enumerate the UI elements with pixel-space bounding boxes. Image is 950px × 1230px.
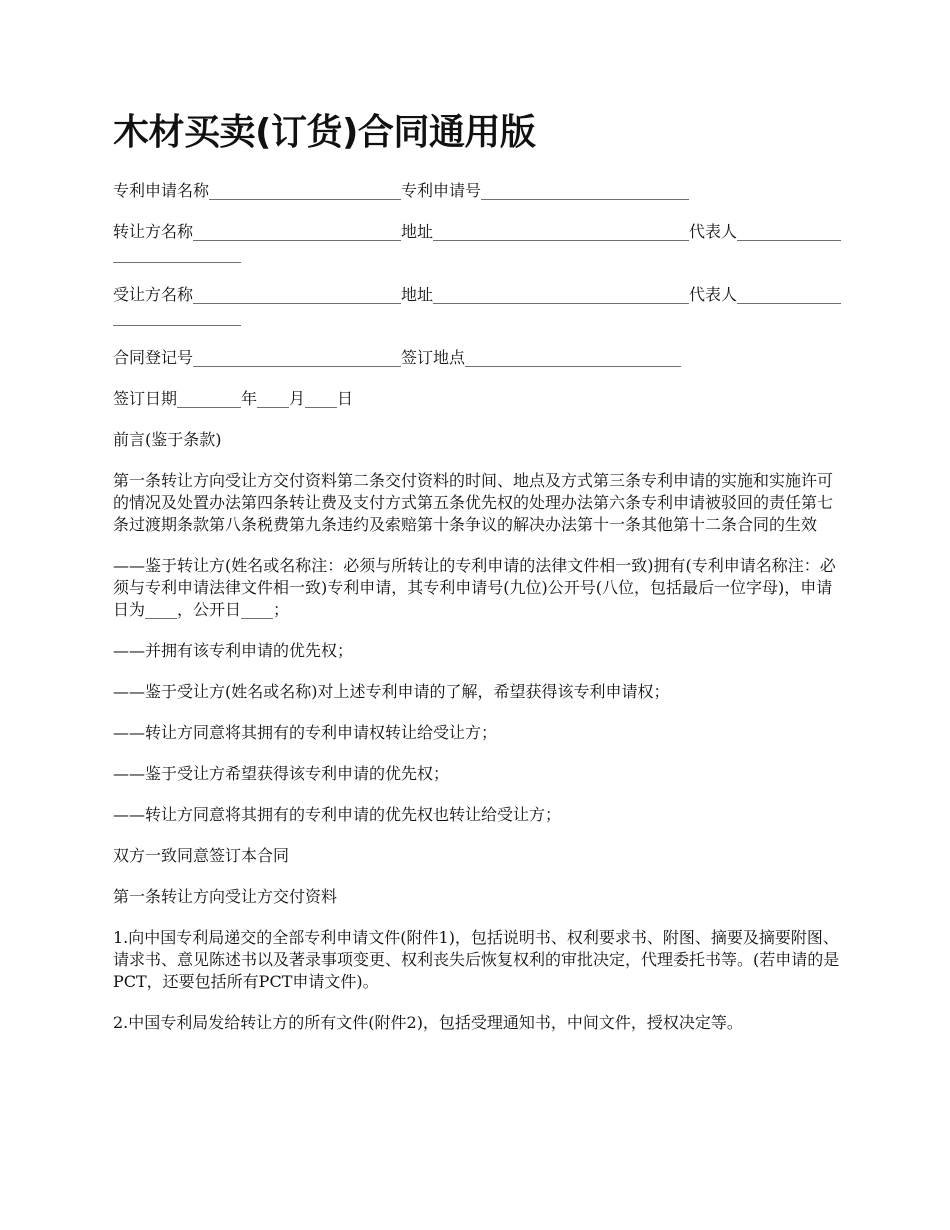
preamble-heading: 前言(鉴于条款) [113,430,222,449]
field-patent-application: 专利申请名称________________________专利申请号__________________________ [113,181,690,200]
article-1-heading: 第一条转让方向受让方交付资料 [113,887,338,906]
field-contract-registration: 合同登记号__________________________签订地点___________________________ [113,348,682,367]
field-signing-date: 签订日期________年____月____日 [113,389,354,408]
article-1-item-2: 2.中国专利局发给转让方的所有文件(附件2)，包括受理通知书，中间文件，授权决定等。 [113,1013,743,1032]
agreement-statement: 双方一致同意签订本合同 [113,846,290,865]
recital-transferor-owns: ——鉴于转让方(姓名或名称注：必须与所转让的专利申请的法律文件相一致)拥有(专利申请名称注：必须与专利申请法律文件相一致)专利申请，其专利申请号(九位)公开号(八位，包括最后一位字母)，申请日为____，公开日____； [113,556,836,619]
recital-transferee-priority: ——鉴于受让方希望获得该专利申请的优先权； [113,764,450,783]
article-1-item-1: 1.向中国专利局递交的全部专利申请文件(附件1)，包括说明书、权利要求书、附图、摘要及摘要附图、请求书、意见陈述书以及著录事项变更、权利丧失后恢复权利的审批决定，代理委托书等。(若申请的是PCT，还要包括所有PCT申请文件)。 [113,928,840,991]
recital-transferee-wishes: ——鉴于受让方(姓名或名称)对上述专利申请的了解，希望获得该专利申请权； [113,682,670,701]
recital-transfer-application-right: ——转让方同意将其拥有的专利申请权转让给受让方； [113,723,498,742]
recital-priority-right: ——并拥有该专利申请的优先权； [113,641,354,660]
document-page [113,108,843,1053]
recital-transfer-priority: ——转让方同意将其拥有的专利申请的优先权也转让给受让方； [113,805,562,824]
field-transferee: 受让方名称__________________________地址________________________________代表人_____________________________ [113,285,842,326]
document-title: 木材买卖(订货)合同通用版 [113,112,536,153]
field-transferor: 转让方名称__________________________地址________________________________代表人_____________________________ [113,222,842,263]
table-of-articles: 第一条转让方向受让方交付资料第二条交付资料的时间、地点及方式第三条专利申请的实施和实施许可的情况及处置办法第四条转让费及支付方式第五条优先权的处理办法第六条专利申请被驳回的责任第七条过渡期条款第八条税费第九条违约及索赔第十条争议的解决办法第十一条其他第十二条合同的生效 [113,471,834,534]
